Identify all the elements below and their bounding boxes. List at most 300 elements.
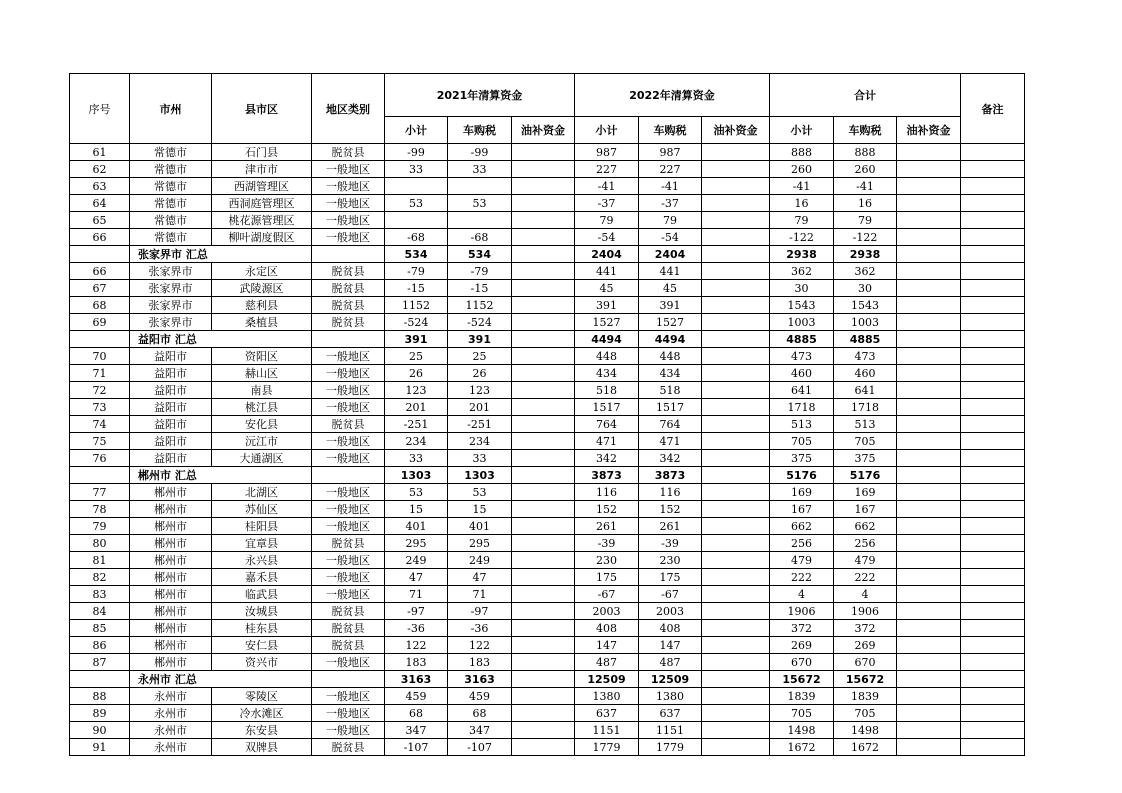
cell-2022-vehicle-tax: 2404 [639,246,702,263]
cell-total-vehicle-tax: 670 [834,654,897,671]
cell-seq: 61 [70,144,130,161]
cell-2022-vehicle-tax: 230 [639,552,702,569]
cell-2021-vehicle-tax: 183 [448,654,512,671]
cell-city: 常德市 [130,178,212,195]
cell-2021-fuel-subsidy [512,535,575,552]
header-2021-fuel-subsidy: 油补资金 [512,117,575,144]
cell-seq: 73 [70,399,130,416]
cell-total-subtotal: 372 [770,620,834,637]
table-row [70,399,1025,416]
cell-total-vehicle-tax: -122 [834,229,897,246]
subtotal-seq-cell [70,467,130,484]
cell-total-subtotal: 473 [770,348,834,365]
cell-total-vehicle-tax: 513 [834,416,897,433]
cell-2021-fuel-subsidy [512,552,575,569]
cell-2021-fuel-subsidy [512,331,575,348]
cell-county: 安仁县 [212,637,312,654]
cell-2022-subtotal: 987 [575,144,639,161]
cell-county: 东安县 [212,722,312,739]
cell-total-fuel-subsidy [897,382,961,399]
cell-category: 一般地区 [312,501,385,518]
cell-2022-subtotal: 230 [575,552,639,569]
cell-2021-subtotal: 201 [385,399,448,416]
cell-county: 桃江县 [212,399,312,416]
cell-category: 一般地区 [312,365,385,382]
cell-total-subtotal: 1839 [770,688,834,705]
header-remark: 备注 [961,74,1025,144]
cell-total-vehicle-tax: 888 [834,144,897,161]
cell-total-fuel-subsidy [897,263,961,280]
cell-2022-fuel-subsidy [702,144,770,161]
cell-seq: 66 [70,229,130,246]
header-city: 市州 [130,74,212,144]
cell-2021-vehicle-tax [448,212,512,229]
cell-2022-subtotal: 518 [575,382,639,399]
cell-city: 张家界市 [130,263,212,280]
cell-city: 郴州市 [130,637,212,654]
cell-2021-subtotal: 1303 [385,467,448,484]
cell-2022-subtotal: 408 [575,620,639,637]
cell-city: 张家界市 [130,280,212,297]
cell-remark [961,637,1025,654]
cell-2021-vehicle-tax: 122 [448,637,512,654]
cell-2022-subtotal: 637 [575,705,639,722]
cell-2021-vehicle-tax: -524 [448,314,512,331]
cell-total-fuel-subsidy [897,535,961,552]
cell-2022-fuel-subsidy [702,518,770,535]
cell-2021-subtotal: -107 [385,739,448,756]
cell-2022-fuel-subsidy [702,688,770,705]
cell-2021-subtotal: 3163 [385,671,448,688]
table-row [70,518,1025,535]
cell-county: 零陵区 [212,688,312,705]
cell-2022-vehicle-tax: 434 [639,365,702,382]
cell-remark [961,535,1025,552]
cell-county: 桂阳县 [212,518,312,535]
table-row [70,433,1025,450]
cell-total-fuel-subsidy [897,348,961,365]
cell-total-vehicle-tax: 167 [834,501,897,518]
cell-2021-subtotal: 459 [385,688,448,705]
cell-seq: 83 [70,586,130,603]
table-row [70,586,1025,603]
cell-remark [961,144,1025,161]
cell-category: 一般地区 [312,433,385,450]
cell-seq: 69 [70,314,130,331]
cell-seq: 79 [70,518,130,535]
cell-2021-fuel-subsidy [512,195,575,212]
cell-2022-subtotal: 1380 [575,688,639,705]
cell-seq: 80 [70,535,130,552]
header-2021-subtotal: 小计 [385,117,448,144]
cell-total-subtotal: 5176 [770,467,834,484]
header-2022-subtotal: 小计 [575,117,639,144]
cell-2022-vehicle-tax: 261 [639,518,702,535]
header-group-2022: 2022年清算资金 [575,74,770,117]
subtotal-category-cell [312,331,385,348]
cell-total-vehicle-tax: 222 [834,569,897,586]
cell-city: 常德市 [130,161,212,178]
cell-city: 郴州市 [130,552,212,569]
cell-2022-fuel-subsidy [702,671,770,688]
cell-seq: 88 [70,688,130,705]
cell-2022-subtotal: 175 [575,569,639,586]
cell-total-vehicle-tax: 30 [834,280,897,297]
cell-category: 一般地区 [312,161,385,178]
cell-2021-subtotal: 47 [385,569,448,586]
cell-total-vehicle-tax: 1543 [834,297,897,314]
subtotal-label: 郴州市 汇总 [130,467,312,484]
cell-2022-fuel-subsidy [702,603,770,620]
cell-2022-fuel-subsidy [702,365,770,382]
cell-2021-subtotal: 33 [385,161,448,178]
cell-2022-fuel-subsidy [702,722,770,739]
cell-2021-subtotal: 53 [385,484,448,501]
cell-2021-fuel-subsidy [512,263,575,280]
cell-2021-vehicle-tax: 249 [448,552,512,569]
cell-2021-vehicle-tax: 53 [448,195,512,212]
cell-county: 苏仙区 [212,501,312,518]
city-subtotal-row [70,671,1025,688]
cell-county: 双牌县 [212,739,312,756]
cell-total-vehicle-tax: 5176 [834,467,897,484]
cell-2021-vehicle-tax: 26 [448,365,512,382]
cell-total-fuel-subsidy [897,195,961,212]
cell-city: 郴州市 [130,535,212,552]
cell-category: 脱贫县 [312,263,385,280]
cell-county: 石门县 [212,144,312,161]
cell-2022-vehicle-tax: 342 [639,450,702,467]
cell-total-fuel-subsidy [897,229,961,246]
cell-remark [961,263,1025,280]
cell-2021-subtotal: 295 [385,535,448,552]
cell-2022-vehicle-tax: -37 [639,195,702,212]
cell-total-vehicle-tax: 473 [834,348,897,365]
cell-remark [961,586,1025,603]
table-row [70,688,1025,705]
cell-seq: 67 [70,280,130,297]
cell-2022-fuel-subsidy [702,314,770,331]
cell-total-fuel-subsidy [897,569,961,586]
cell-total-vehicle-tax: 1498 [834,722,897,739]
cell-category: 脱贫县 [312,144,385,161]
table-row [70,365,1025,382]
table-body [70,144,1025,756]
cell-county: 武陵源区 [212,280,312,297]
cell-total-fuel-subsidy [897,620,961,637]
cell-category: 脱贫县 [312,297,385,314]
header-group-2021: 2021年清算资金 [385,74,575,117]
cell-2021-vehicle-tax: 25 [448,348,512,365]
cell-2022-fuel-subsidy [702,246,770,263]
cell-2022-fuel-subsidy [702,705,770,722]
table-row [70,569,1025,586]
cell-2022-subtotal: -67 [575,586,639,603]
cell-total-vehicle-tax: 269 [834,637,897,654]
cell-total-fuel-subsidy [897,314,961,331]
cell-2022-vehicle-tax: 3873 [639,467,702,484]
cell-total-subtotal: 167 [770,501,834,518]
cell-2022-vehicle-tax: 637 [639,705,702,722]
cell-category: 脱贫县 [312,620,385,637]
cell-city: 郴州市 [130,501,212,518]
cell-2021-fuel-subsidy [512,229,575,246]
cell-remark [961,450,1025,467]
cell-total-fuel-subsidy [897,484,961,501]
cell-total-fuel-subsidy [897,637,961,654]
cell-2022-fuel-subsidy [702,178,770,195]
cell-total-subtotal: 1672 [770,739,834,756]
cell-total-fuel-subsidy [897,433,961,450]
cell-total-vehicle-tax: 260 [834,161,897,178]
cell-total-subtotal: 30 [770,280,834,297]
subtotal-label: 张家界市 汇总 [130,246,312,263]
cell-category: 脱贫县 [312,637,385,654]
cell-county: 汝城县 [212,603,312,620]
cell-2022-fuel-subsidy [702,654,770,671]
cell-2022-vehicle-tax: 1151 [639,722,702,739]
cell-total-vehicle-tax: 705 [834,705,897,722]
cell-total-subtotal: 513 [770,416,834,433]
cell-2022-subtotal: 227 [575,161,639,178]
cell-county: 桃花源管理区 [212,212,312,229]
cell-2022-vehicle-tax: 116 [639,484,702,501]
cell-2022-fuel-subsidy [702,467,770,484]
cell-seq: 71 [70,365,130,382]
cell-seq: 65 [70,212,130,229]
table-row [70,178,1025,195]
cell-remark [961,620,1025,637]
cell-remark [961,433,1025,450]
cell-2022-fuel-subsidy [702,297,770,314]
cell-2021-subtotal: 183 [385,654,448,671]
cell-category: 脱贫县 [312,416,385,433]
cell-seq: 70 [70,348,130,365]
cell-2022-vehicle-tax: -39 [639,535,702,552]
cell-remark [961,314,1025,331]
cell-remark [961,467,1025,484]
cell-2021-fuel-subsidy [512,246,575,263]
cell-2022-subtotal: 487 [575,654,639,671]
cell-total-subtotal: 460 [770,365,834,382]
cell-2022-subtotal: 471 [575,433,639,450]
table-row [70,501,1025,518]
cell-2021-vehicle-tax: 1152 [448,297,512,314]
cell-total-subtotal: 15672 [770,671,834,688]
cell-2022-vehicle-tax: 227 [639,161,702,178]
cell-2022-fuel-subsidy [702,280,770,297]
cell-2022-vehicle-tax: 441 [639,263,702,280]
cell-total-subtotal: 269 [770,637,834,654]
cell-category: 脱贫县 [312,314,385,331]
cell-2021-vehicle-tax: 401 [448,518,512,535]
city-subtotal-row [70,467,1025,484]
cell-total-vehicle-tax: 4885 [834,331,897,348]
cell-total-vehicle-tax: 1003 [834,314,897,331]
cell-2021-fuel-subsidy [512,382,575,399]
cell-2021-fuel-subsidy [512,314,575,331]
cell-category: 一般地区 [312,399,385,416]
cell-total-subtotal: 1498 [770,722,834,739]
cell-2021-fuel-subsidy [512,671,575,688]
cell-city: 郴州市 [130,518,212,535]
cell-remark [961,229,1025,246]
cell-city: 张家界市 [130,297,212,314]
cell-2021-subtotal: -97 [385,603,448,620]
table-row [70,620,1025,637]
cell-category: 一般地区 [312,654,385,671]
cell-county: 嘉禾县 [212,569,312,586]
cell-county: 慈利县 [212,297,312,314]
cell-remark [961,518,1025,535]
cell-city: 郴州市 [130,603,212,620]
cell-total-vehicle-tax: 375 [834,450,897,467]
cell-total-subtotal: 2938 [770,246,834,263]
cell-city: 永州市 [130,739,212,756]
cell-2022-vehicle-tax: 448 [639,348,702,365]
cell-2021-subtotal: -251 [385,416,448,433]
cell-total-fuel-subsidy [897,416,961,433]
cell-2022-vehicle-tax: 12509 [639,671,702,688]
cell-city: 永州市 [130,688,212,705]
cell-category: 一般地区 [312,552,385,569]
cell-2021-vehicle-tax: 33 [448,161,512,178]
table-row [70,739,1025,756]
cell-2022-subtotal: 261 [575,518,639,535]
cell-2021-subtotal: 71 [385,586,448,603]
cell-remark [961,399,1025,416]
cell-total-subtotal: 260 [770,161,834,178]
cell-total-subtotal: -122 [770,229,834,246]
cell-2021-vehicle-tax: 534 [448,246,512,263]
cell-city: 益阳市 [130,433,212,450]
cell-2022-subtotal: 147 [575,637,639,654]
cell-total-fuel-subsidy [897,501,961,518]
cell-total-fuel-subsidy [897,467,961,484]
cell-2021-subtotal: -68 [385,229,448,246]
cell-total-subtotal: 662 [770,518,834,535]
cell-2021-vehicle-tax: 123 [448,382,512,399]
cell-total-subtotal: 4 [770,586,834,603]
cell-total-vehicle-tax: 641 [834,382,897,399]
cell-2021-subtotal: 26 [385,365,448,382]
city-subtotal-row [70,331,1025,348]
cell-county: 桑植县 [212,314,312,331]
cell-total-fuel-subsidy [897,688,961,705]
cell-category: 一般地区 [312,722,385,739]
cell-county: 安化县 [212,416,312,433]
cell-2021-fuel-subsidy [512,484,575,501]
cell-2022-fuel-subsidy [702,637,770,654]
cell-2022-vehicle-tax: 487 [639,654,702,671]
cell-seq: 77 [70,484,130,501]
cell-2021-fuel-subsidy [512,399,575,416]
cell-2021-fuel-subsidy [512,722,575,739]
cell-2022-vehicle-tax: 45 [639,280,702,297]
cell-2021-fuel-subsidy [512,688,575,705]
cell-total-fuel-subsidy [897,297,961,314]
cell-2022-fuel-subsidy [702,484,770,501]
cell-2021-subtotal: 122 [385,637,448,654]
table-row [70,280,1025,297]
cell-total-subtotal: 479 [770,552,834,569]
cell-2022-fuel-subsidy [702,348,770,365]
cell-remark [961,246,1025,263]
cell-seq: 78 [70,501,130,518]
cell-2021-subtotal: 391 [385,331,448,348]
cell-total-vehicle-tax: 1839 [834,688,897,705]
cell-2022-subtotal: 2404 [575,246,639,263]
cell-total-subtotal: 362 [770,263,834,280]
cell-2022-fuel-subsidy [702,433,770,450]
cell-city: 常德市 [130,229,212,246]
cell-2021-vehicle-tax: -15 [448,280,512,297]
header-seq: 序号 [70,74,130,144]
cell-category: 一般地区 [312,569,385,586]
cell-2022-subtotal: 4494 [575,331,639,348]
table-row [70,603,1025,620]
cell-county: 大通湖区 [212,450,312,467]
cell-city: 常德市 [130,144,212,161]
cell-2021-vehicle-tax: -36 [448,620,512,637]
cell-total-fuel-subsidy [897,705,961,722]
cell-2021-subtotal: 249 [385,552,448,569]
cell-seq: 82 [70,569,130,586]
cell-remark [961,722,1025,739]
cell-total-subtotal: 888 [770,144,834,161]
subtotal-seq-cell [70,331,130,348]
cell-city: 益阳市 [130,399,212,416]
cell-total-subtotal: 1718 [770,399,834,416]
cell-total-vehicle-tax: 256 [834,535,897,552]
cell-remark [961,552,1025,569]
header-2021-vehicle-tax: 车购税 [448,117,512,144]
cell-2022-vehicle-tax: 471 [639,433,702,450]
cell-total-fuel-subsidy [897,246,961,263]
cell-remark [961,212,1025,229]
cell-total-subtotal: 1543 [770,297,834,314]
cell-total-vehicle-tax: 705 [834,433,897,450]
cell-remark [961,161,1025,178]
cell-remark [961,382,1025,399]
cell-2022-subtotal: 2003 [575,603,639,620]
cell-seq: 63 [70,178,130,195]
cell-2021-subtotal: 123 [385,382,448,399]
cell-2021-vehicle-tax: -107 [448,739,512,756]
cell-remark [961,348,1025,365]
cell-total-subtotal: 670 [770,654,834,671]
table-row [70,212,1025,229]
cell-total-fuel-subsidy [897,518,961,535]
cell-2022-subtotal: 1527 [575,314,639,331]
cell-2022-vehicle-tax: 764 [639,416,702,433]
cell-total-vehicle-tax: 1672 [834,739,897,756]
cell-2022-vehicle-tax: 152 [639,501,702,518]
cell-2022-vehicle-tax: 175 [639,569,702,586]
cell-county: 沅江市 [212,433,312,450]
cell-2022-fuel-subsidy [702,399,770,416]
cell-seq: 76 [70,450,130,467]
cell-county: 柳叶湖度假区 [212,229,312,246]
cell-total-vehicle-tax: 2938 [834,246,897,263]
cell-remark [961,569,1025,586]
cell-total-vehicle-tax: 662 [834,518,897,535]
cell-seq: 89 [70,705,130,722]
cell-county: 临武县 [212,586,312,603]
cell-2021-fuel-subsidy [512,518,575,535]
cell-city: 益阳市 [130,382,212,399]
cell-2021-fuel-subsidy [512,144,575,161]
